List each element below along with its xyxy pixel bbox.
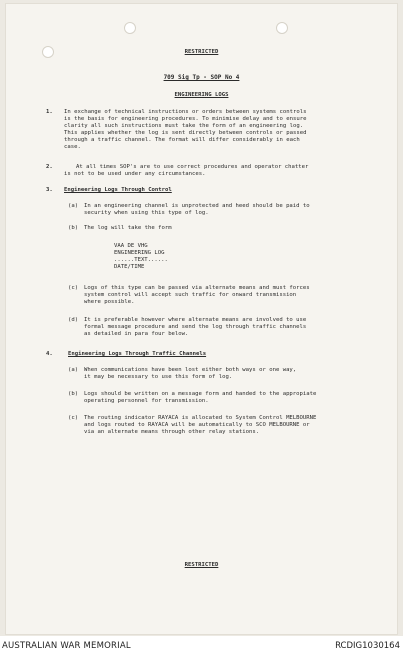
subject-title: ENGINEERING LOGS xyxy=(174,92,229,98)
item-line: Logs should be written on a message form and handed to the appropiate xyxy=(84,391,317,397)
archive-footer xyxy=(0,637,403,654)
institution-name: AUSTRALIAN WAR MEMORIAL xyxy=(2,641,131,651)
item-line: where possible. xyxy=(84,299,135,305)
para-1-line: case. xyxy=(64,144,81,150)
classification-footer: RESTRICTED xyxy=(184,562,219,568)
para-1-line: is the basis for engineering procedures. To minimise delay and to ensure xyxy=(64,116,307,122)
para-1-line: This applies whether the log is sent directly between controls or passed xyxy=(64,130,307,136)
item-line: security when using this type of log. xyxy=(84,210,209,216)
item-id: RCDIG1030164 xyxy=(335,641,400,651)
item-line: The log will take the form xyxy=(84,225,172,231)
section-4-number: 4. xyxy=(46,351,53,357)
classification-header: RESTRICTED xyxy=(184,49,219,55)
log-form-line: ......TEXT...... xyxy=(114,257,168,263)
item-line: The routing indicator RAYACA is allocated to System Control MELBOURNE xyxy=(84,415,317,421)
log-form-line: DATE/TIME xyxy=(114,264,145,270)
item-line: It is preferable however where alternate means are involved to use xyxy=(84,317,307,323)
section-4-heading: Engineering Logs Through Traffic Channels xyxy=(68,351,207,357)
item-label: (b) xyxy=(68,391,79,397)
document-body xyxy=(6,4,397,634)
section-3-heading: Engineering Logs Through Control xyxy=(64,187,172,193)
para-1-line: clarity all such instructions must take the form of an engineering log. xyxy=(64,123,304,129)
para-2-line: At all times SOP's are to use correct procedures and operator chatter xyxy=(76,164,309,170)
para-2-number: 2. xyxy=(46,164,53,170)
para-1-number: 1. xyxy=(46,109,53,115)
item-line: as detailed in para four below. xyxy=(84,331,189,337)
item-label: (c) xyxy=(68,415,79,421)
item-line: via an alternate means through other relay stations. xyxy=(84,429,260,435)
item-label: (c) xyxy=(68,285,79,291)
para-2-line: is not to be used under any circumstances. xyxy=(64,171,206,177)
item-line: formal message procedure and send the log through traffic channels xyxy=(84,324,307,330)
item-line: Logs of this type can be passed via alternate means and must forces xyxy=(84,285,310,291)
item-label: (a) xyxy=(68,203,79,209)
item-label: (d) xyxy=(68,317,79,323)
sop-title: 709 Sig Tp - SOP No 4 xyxy=(163,74,240,81)
section-3-number: 3. xyxy=(46,187,53,193)
item-line: system control will accept such traffic for onward transmission xyxy=(84,292,297,298)
item-line: When communications have been lost either both ways or one way, xyxy=(84,367,297,373)
para-1-line: In exchange of technical instructions or orders between systems controls xyxy=(64,109,307,115)
document-sheet xyxy=(6,4,397,634)
item-label: (b) xyxy=(68,225,79,231)
log-form-line: VAA DE VHG xyxy=(114,243,148,249)
para-1-line: through a traffic channel. The format will differ considerably in each xyxy=(64,137,300,143)
item-label: (a) xyxy=(68,367,79,373)
log-form-line: ENGINEERING LOG xyxy=(114,250,165,256)
item-line: and logs routed to RAYACA will be automatically to SCO MELBOURNE or xyxy=(84,422,310,428)
item-line: operating personnel for transmission. xyxy=(84,398,209,404)
item-line: it may be necessary to use this form of log. xyxy=(84,374,233,380)
item-line: In an engineering channel is unprotected and heed should be paid to xyxy=(84,203,310,209)
